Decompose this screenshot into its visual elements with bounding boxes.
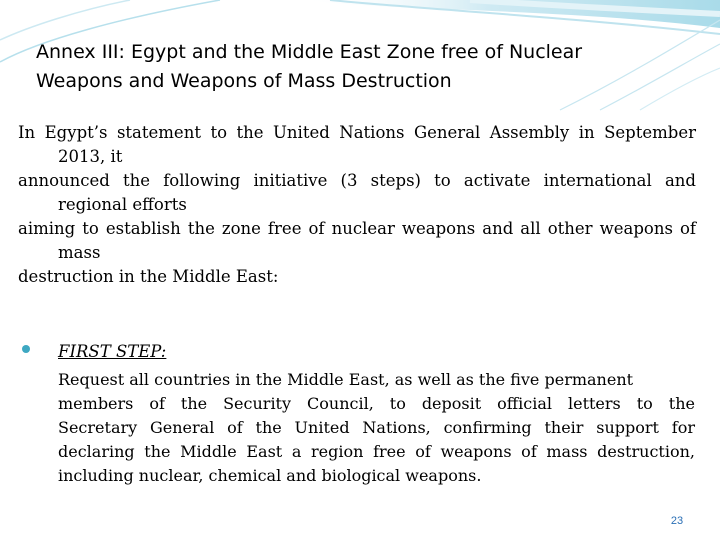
intro-line-4: regional efforts [58, 195, 187, 214]
slide-title-line-2: Weapons and Weapons of Mass Destruction [36, 70, 452, 92]
step-line-4: declaring the Middle East a region free of weapons of mass destruction, [58, 442, 695, 461]
intro-line-6: mass [58, 243, 101, 262]
intro-line-5: aiming to establish the zone free of nuclear weapons and all other weapons of [18, 219, 696, 238]
slide-title [36, 38, 676, 96]
slide-title-line-1: Annex III: Egypt and the Middle East Zone free of Nuclear [36, 41, 583, 63]
step-line-1: Request all countries in the Middle East, as well as the five permanent [58, 370, 634, 389]
step-line-2: members of the Security Council, to deposit official letters to the [58, 394, 695, 413]
title-area [0, 0, 720, 110]
intro-line-3: announced the following initiative (3 steps) to activate international and [18, 171, 696, 190]
intro-line-1: In Egypt’s statement to the United Nations General Assembly in September [18, 123, 696, 142]
step-line-5: including nuclear, chemical and biological weapons. [58, 466, 482, 485]
intro-line-2: 2013, it [58, 147, 123, 166]
intro-paragraph [18, 121, 696, 289]
step-title: FIRST STEP: [58, 342, 167, 361]
step-line-3: Secretary General of the United Nations, confirming their support for [58, 418, 695, 437]
page-number: 23 [670, 515, 684, 527]
bullet-dot-icon [22, 345, 30, 353]
intro-line-7: destruction in the Middle East: [18, 267, 279, 286]
step-body [58, 368, 695, 488]
